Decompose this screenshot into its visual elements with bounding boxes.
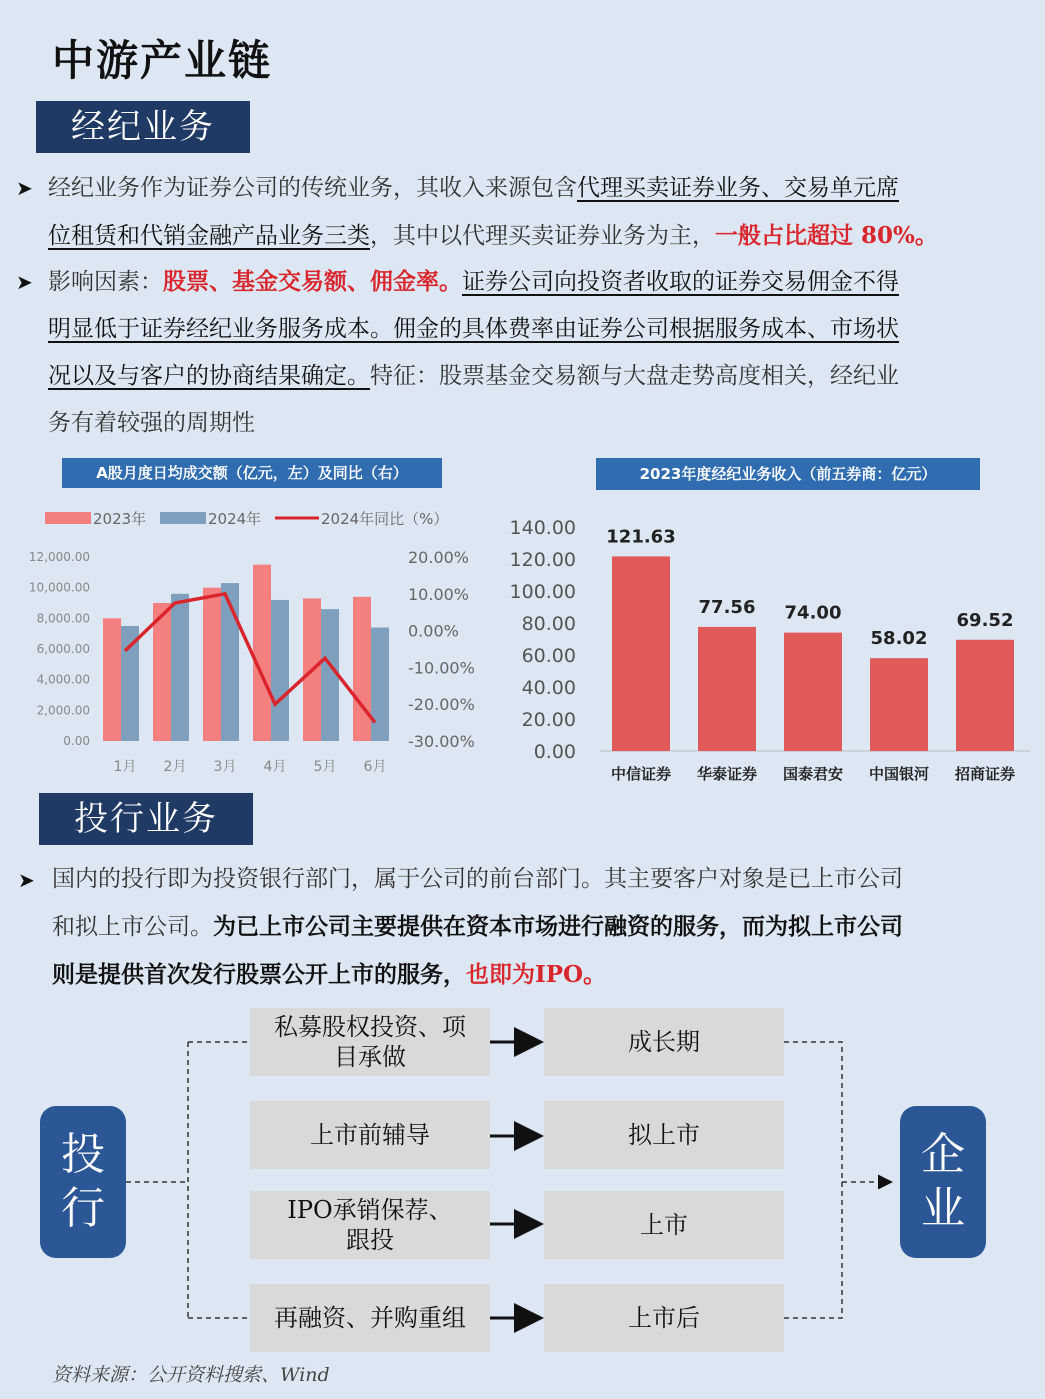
y-left-tick: 12,000.00 [28, 550, 90, 564]
y-tick: 0.00 [533, 741, 576, 763]
page-title: 中游产业链 [52, 36, 273, 85]
data-label: 74.00 [784, 602, 842, 624]
y-left-tick: 4,000.00 [36, 672, 90, 687]
revenue-bar [612, 556, 670, 751]
y-left-tick: 10,000.00 [28, 580, 90, 595]
ib-paragraph: 国内的投行即为投资银行部门，属于公司的前台部门。其主要客户对象是已上市公司 和拟上市公司。为已上市公司主要提供在资本市场进行融资的服务，而为拟上市公司 则是提供首次发行股票公开上市的服务，也即为IPO。 [52, 866, 903, 988]
y-left-tick: 2,000.00 [36, 703, 90, 718]
bar-2024 [271, 600, 289, 741]
chart2-title: 2023年度经纪业务收入（前五券商：亿元） [596, 458, 980, 490]
data-label: 121.63 [606, 526, 676, 548]
stage-box-growth: 成长期 [544, 1008, 784, 1076]
x-tick: 华泰证券 [696, 765, 758, 783]
y-right-tick: 0.00% [408, 621, 459, 641]
bar-2023 [203, 588, 221, 741]
bar-2023 [353, 597, 371, 741]
x-tick: 2月 [163, 759, 187, 775]
service-box-tutoring: 上市前辅导 [250, 1101, 490, 1169]
bullet-arrow-icon: ➤ [18, 868, 35, 892]
bar-2024 [171, 594, 189, 741]
y-left-tick: 0.00 [63, 734, 90, 748]
x-tick: 中信证券 [610, 765, 672, 783]
y-left-tick: 6,000.00 [36, 642, 90, 656]
y-tick: 20.00 [521, 709, 576, 731]
bullet-arrow-icon: ➤ [16, 176, 33, 200]
legend-swatch [45, 512, 91, 524]
y-right-tick: -20.00% [408, 695, 475, 715]
y-tick: 40.00 [521, 677, 576, 699]
legend-label: 2024年 [208, 510, 262, 528]
y-right-tick: 20.00% [408, 548, 470, 567]
ib-section-label: 投行业务 [39, 793, 253, 845]
y-right-tick: -30.00% [408, 732, 475, 751]
brokerage-section-label: 经纪业务 [36, 101, 250, 153]
chart1-title: A股月度日均成交额（亿元，左）及同比（右） [62, 458, 442, 488]
y-left-tick: 8,000.00 [36, 611, 90, 626]
service-box-pe: 私募股权投资、项目承做 [250, 1008, 490, 1076]
data-label: 69.52 [956, 609, 1014, 631]
service-box-refinancing: 再融资、并购重组 [250, 1284, 490, 1352]
chart2-brokerage-revenue [500, 495, 1040, 790]
brokerage-paragraph-1: 经纪业务作为证券公司的传统业务，其收入来源包含代理买卖证券业务、交易单元席 位租赁和代销金融产品业务三类，其中以代理买卖证券业务为主，一般占比超过 80%。 [48, 175, 938, 249]
data-label: 77.56 [698, 596, 756, 618]
y-tick: 140.00 [509, 517, 576, 539]
ib-node: 投 行 [40, 1106, 126, 1258]
legend-label: 2023年 [93, 510, 147, 528]
legend-label: 2024年同比（%） [321, 510, 449, 528]
x-tick: 1月 [113, 759, 137, 775]
y-tick: 60.00 [521, 645, 576, 667]
enterprise-node: 企 业 [900, 1106, 986, 1258]
legend-swatch [160, 512, 206, 524]
bar-2023 [103, 618, 121, 741]
x-tick: 5月 [313, 759, 337, 775]
x-tick: 6月 [363, 759, 387, 775]
revenue-bar [870, 658, 928, 751]
bar-2023 [253, 565, 271, 741]
source-note: 资料来源：公开资料搜索、Wind [52, 1364, 330, 1386]
stage-box-post-listing: 上市后 [544, 1284, 784, 1352]
revenue-bar [956, 640, 1014, 751]
x-tick: 国泰君安 [782, 765, 844, 783]
y-tick: 80.00 [521, 613, 576, 635]
x-tick: 4月 [263, 759, 287, 775]
revenue-bar [698, 627, 756, 751]
y-tick: 100.00 [509, 581, 576, 603]
service-box-ipo: IPO承销保荐、跟投 [250, 1191, 490, 1259]
revenue-bar [784, 633, 842, 751]
brokerage-paragraph-2: 影响因素：股票、基金交易额、佣金率。证券公司向投资者收取的证券交易佣金不得 明显低于证券经纪业务服务成本。佣金的具体费率由证券公司根据服务成本、市场状 况以及与客户的协商结果确定。特征：股票基金交易额与大盘走势高度相关，经纪业 务有着较强的周期性 [48, 268, 899, 436]
bar-2024 [121, 626, 139, 741]
x-tick: 中国银河 [868, 765, 930, 783]
chart1-monthly-turnover [0, 495, 500, 785]
stage-box-listed: 上市 [544, 1191, 784, 1259]
bar-2024 [371, 628, 389, 741]
data-label: 58.02 [870, 628, 928, 650]
y-right-tick: -10.00% [408, 658, 475, 678]
flow-connectors [0, 1000, 1045, 1355]
x-tick: 3月 [213, 759, 237, 775]
y-right-tick: 10.00% [408, 584, 470, 604]
y-tick: 120.00 [509, 549, 576, 571]
stage-box-pre-listing: 拟上市 [544, 1101, 784, 1169]
x-tick: 招商证券 [954, 765, 1016, 783]
bullet-arrow-icon: ➤ [16, 270, 33, 294]
